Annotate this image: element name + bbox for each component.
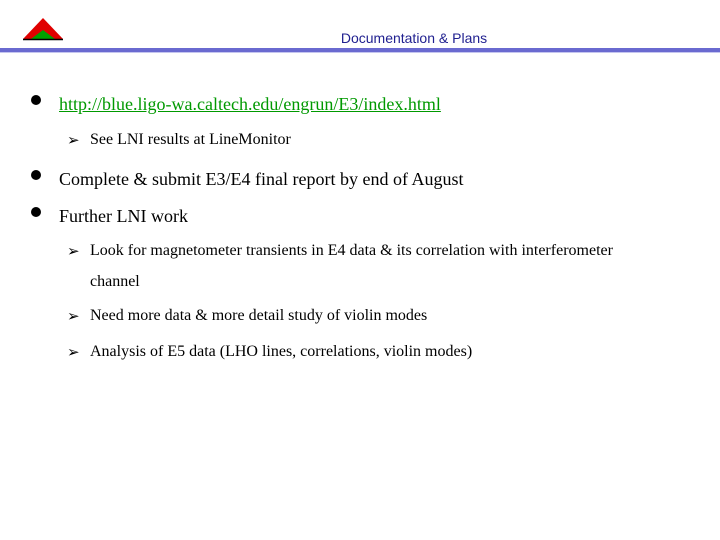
- bullet-final-report: Complete & submit E3/E4 final report by end of August: [59, 169, 464, 189]
- page-title: Documentation & Plans: [340, 30, 488, 46]
- ligo-logo-icon: [22, 17, 64, 41]
- arrow-bullet-icon: ➢: [67, 131, 80, 149]
- bullet-lni-work: Further LNI work: [59, 206, 188, 226]
- sub-item-e5-analysis: Analysis of E5 data (LHO lines, correlations, violin modes): [90, 343, 473, 360]
- bullet-dot-icon: [31, 207, 41, 217]
- header-divider-shadow: [0, 52, 720, 53]
- sub-item-violin-modes: Need more data & more detail study of violin modes: [90, 307, 428, 324]
- arrow-bullet-icon: ➢: [67, 242, 80, 260]
- engrun-url-link[interactable]: http://blue.ligo-wa.caltech.edu/engrun/E3/index.html: [59, 94, 441, 114]
- bullet-dot-icon: [31, 170, 41, 180]
- arrow-bullet-icon: ➢: [67, 343, 80, 361]
- sub-item-magnetometer: Look for magnetometer transients in E4 data & its correlation with interferometer: [90, 242, 613, 259]
- sub-item-line-monitor: See LNI results at LineMonitor: [90, 131, 291, 148]
- bullet-dot-icon: [31, 95, 41, 105]
- arrow-bullet-icon: ➢: [67, 307, 80, 325]
- sub-item-magnetometer-cont: channel: [90, 273, 140, 290]
